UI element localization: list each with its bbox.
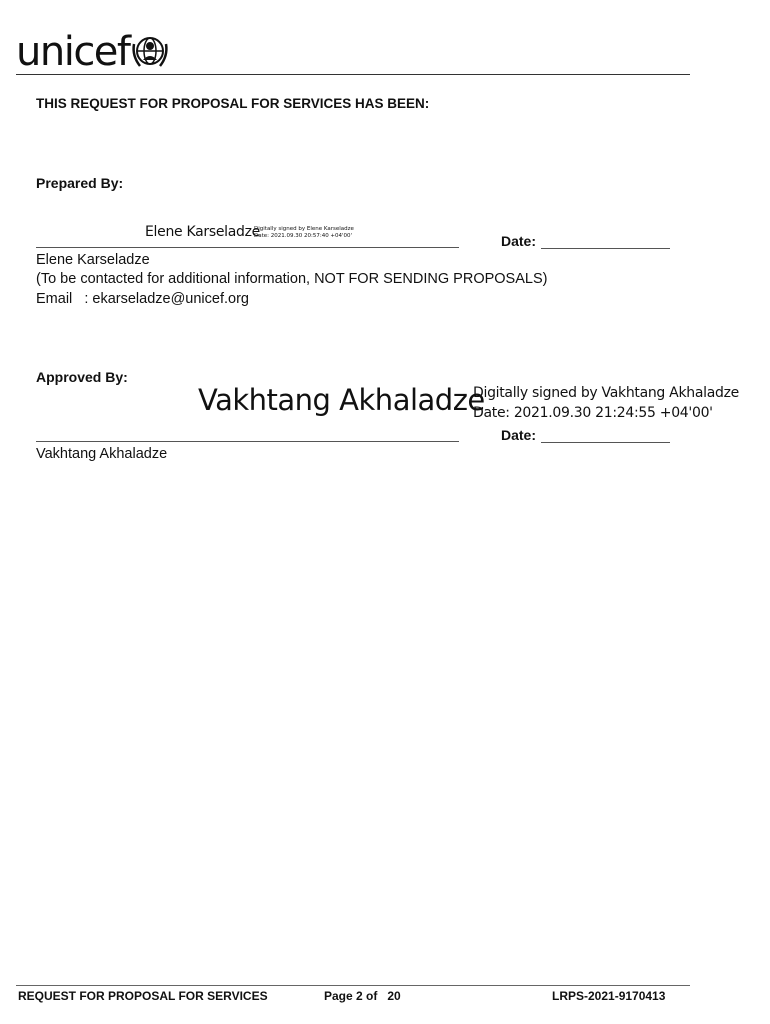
header-rule [16, 74, 690, 75]
unicef-emblem-icon [130, 32, 170, 72]
prepared-signature-line [36, 247, 459, 248]
approved-signature-name: Vakhtang Akhaladze [198, 383, 485, 417]
approved-signature-details [473, 383, 739, 423]
prepared-date-line [541, 248, 670, 249]
prepared-note: (To be contacted for additional information, NOT FOR SENDING PROPOSALS) [36, 271, 548, 287]
approved-signature-line1: Digitally signed by Vakhtang Akhaladze [473, 385, 739, 401]
prepared-email: Email : ekarseladze@unicef.org [36, 291, 249, 307]
unicef-logo: unicef [16, 29, 130, 75]
approved-signature-line2: Date: 2021.09.30 21:24:55 +04'00' [473, 405, 713, 421]
footer-rule [16, 985, 690, 986]
prepared-by-label: Prepared By: [36, 175, 124, 191]
prepared-signature-name: Elene Karseladze [145, 224, 260, 240]
prepared-signature-line2: Date: 2021.09.30 20:57:40 +04'00' [254, 233, 353, 239]
document-title: THIS REQUEST FOR PROPOSAL FOR SERVICES HAS BEEN: [36, 96, 430, 111]
approved-name: Vakhtang Akhaladze [36, 446, 168, 462]
prepared-signature-details [254, 226, 354, 240]
approved-by-label: Approved By: [36, 369, 128, 385]
approved-date-label: Date: [501, 427, 537, 443]
footer-page-number: Page 2 of 20 [324, 989, 401, 1003]
footer-reference: LRPS-2021-9170413 [552, 989, 666, 1003]
prepared-name: Elene Karseladze [36, 252, 150, 268]
footer-document-name: REQUEST FOR PROPOSAL FOR SERVICES [18, 989, 268, 1003]
prepared-date-label: Date: [501, 233, 537, 249]
prepared-signature-line1: Digitally signed by Elene Karseladze [254, 226, 354, 232]
approved-date-line [541, 442, 670, 443]
approved-signature-line [36, 441, 459, 442]
